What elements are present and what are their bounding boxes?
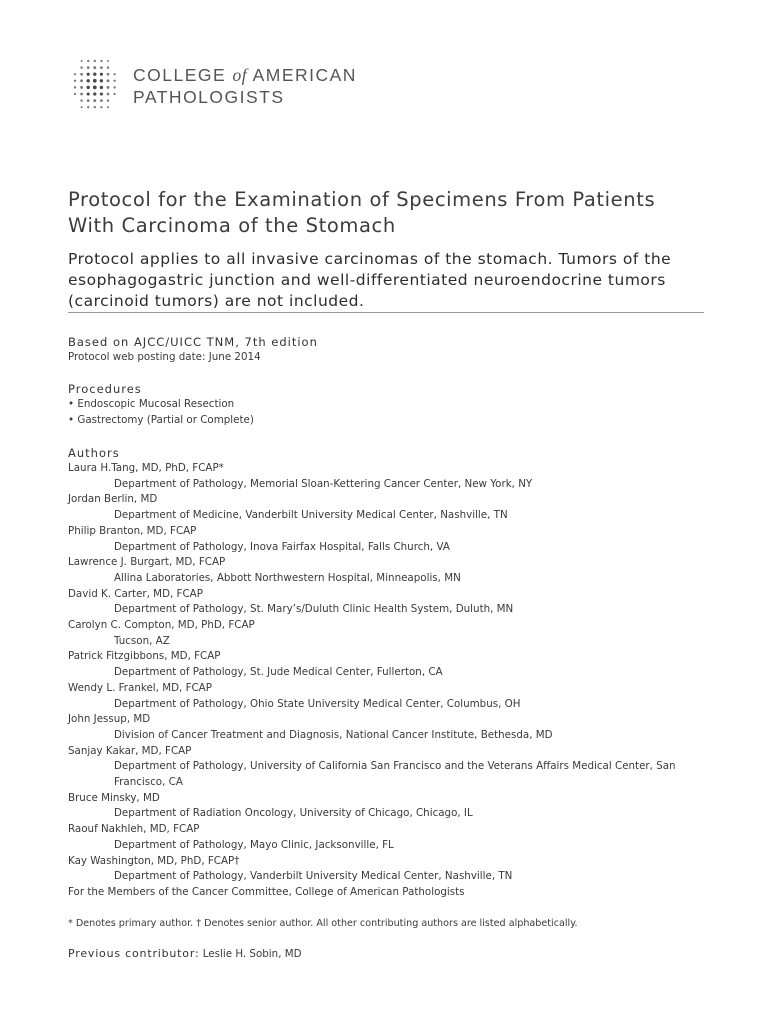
author-name: Kay Washington, MD, PhD, FCAP† [68, 854, 240, 867]
author-affiliation: Department of Medicine, Vanderbilt University Medical Center, Nashville, TN [114, 509, 508, 522]
cap-dot-grid-logo-icon [71, 58, 121, 112]
author-name: Lawrence J. Burgart, MD, FCAP [68, 556, 226, 569]
protocol-subtitle: Protocol applies to all invasive carcinomas of the stomach. Tumors of the esophagogastric junction and well-differentiated neuroendocrine tumors (carcinoid tumors) are not included. [68, 250, 672, 310]
cap-logo-wordmark [133, 64, 357, 108]
author-affiliation: Department of Pathology, St. Jude Medical Center, Fullerton, CA [114, 666, 443, 679]
logo-line1-before: COLLEGE [133, 65, 233, 85]
previous-contributor-name: Leslie H. Sobin, MD [199, 948, 302, 960]
author-affiliation: Department of Pathology, Memorial Sloan-Kettering Cancer Center, New York, NY [114, 477, 533, 490]
based-on-text: Based on AJCC/UICC TNM, 7th edition [68, 335, 318, 349]
author-affiliation: Allina Laboratories, Abbott Northwestern Hospital, Minneapolis, MN [114, 571, 461, 584]
author-name: Jordan Berlin, MD [68, 493, 158, 506]
protocol-title: Protocol for the Examination of Specimens From Patients With Carcinoma of the Stomach [68, 188, 656, 237]
previous-contributor-label: Previous contributor: [68, 947, 200, 960]
authors-list [68, 461, 718, 901]
author-name: Philip Branton, MD, FCAP [68, 524, 197, 537]
author-affiliation: Division of Cancer Treatment and Diagnosis, National Cancer Institute, Bethesda, MD [114, 728, 553, 741]
procedures-section [68, 381, 254, 428]
logo-line1-after: AMERICAN [247, 65, 357, 85]
cap-logo [71, 58, 371, 114]
edition-block [68, 334, 318, 366]
authors-heading: Authors [68, 446, 120, 460]
author-name: Sanjay Kakar, MD, FCAP [68, 744, 192, 757]
author-name: David K. Carter, MD, FCAP [68, 587, 203, 600]
procedure-item: • Endoscopic Mucosal Resection [68, 398, 235, 410]
posting-date-text: Protocol web posting date: June 2014 [68, 351, 261, 363]
author-name: Bruce Minsky, MD [68, 791, 160, 804]
previous-contributor [68, 947, 302, 960]
author-name: John Jessup, MD [68, 713, 151, 726]
author-name: Raouf Nakhleh, MD, FCAP [68, 823, 200, 836]
author-name: Wendy L. Frankel, MD, FCAP [68, 681, 212, 694]
author-affiliation: Department of Radiation Oncology, University of Chicago, Chicago, IL [114, 807, 473, 820]
author-affiliation: Department of Pathology, Ohio State University Medical Center, Columbus, OH [114, 697, 521, 710]
author-affiliation: Department of Pathology, Mayo Clinic, Jacksonville, FL [114, 838, 394, 851]
authorship-footnote: * Denotes primary author. † Denotes senior author. All other contributing authors are listed alphabetically. [68, 918, 578, 929]
procedures-heading: Procedures [68, 382, 142, 396]
author-affiliation: Tucson, AZ [114, 634, 170, 647]
authors-closing-line: For the Members of the Cancer Committee, College of American Pathologists [68, 885, 465, 898]
author-name: Patrick Fitzgibbons, MD, FCAP [68, 650, 221, 663]
author-affiliation: Department of Pathology, University of California San Francisco and the Veterans Affairs Medical Center, San Francisco, CA [114, 760, 676, 789]
authors-section [68, 445, 718, 901]
logo-line2: PATHOLOGISTS [133, 87, 285, 107]
procedure-item: • Gastrectomy (Partial or Complete) [68, 413, 254, 426]
author-name: Carolyn C. Compton, MD, PhD, FCAP [68, 619, 255, 632]
author-affiliation: Department of Pathology, Inova Fairfax Hospital, Falls Church, VA [114, 540, 450, 553]
author-affiliation: Department of Pathology, St. Mary’s/Duluth Clinic Health System, Duluth, MN [114, 603, 514, 616]
author-affiliation: Department of Pathology, Vanderbilt University Medical Center, Nashville, TN [114, 870, 513, 883]
logo-line1-of: of [232, 65, 248, 85]
author-name: Laura H.Tang, MD, PhD, FCAP* [68, 462, 224, 474]
procedures-list [68, 397, 254, 428]
title-divider [68, 312, 704, 313]
